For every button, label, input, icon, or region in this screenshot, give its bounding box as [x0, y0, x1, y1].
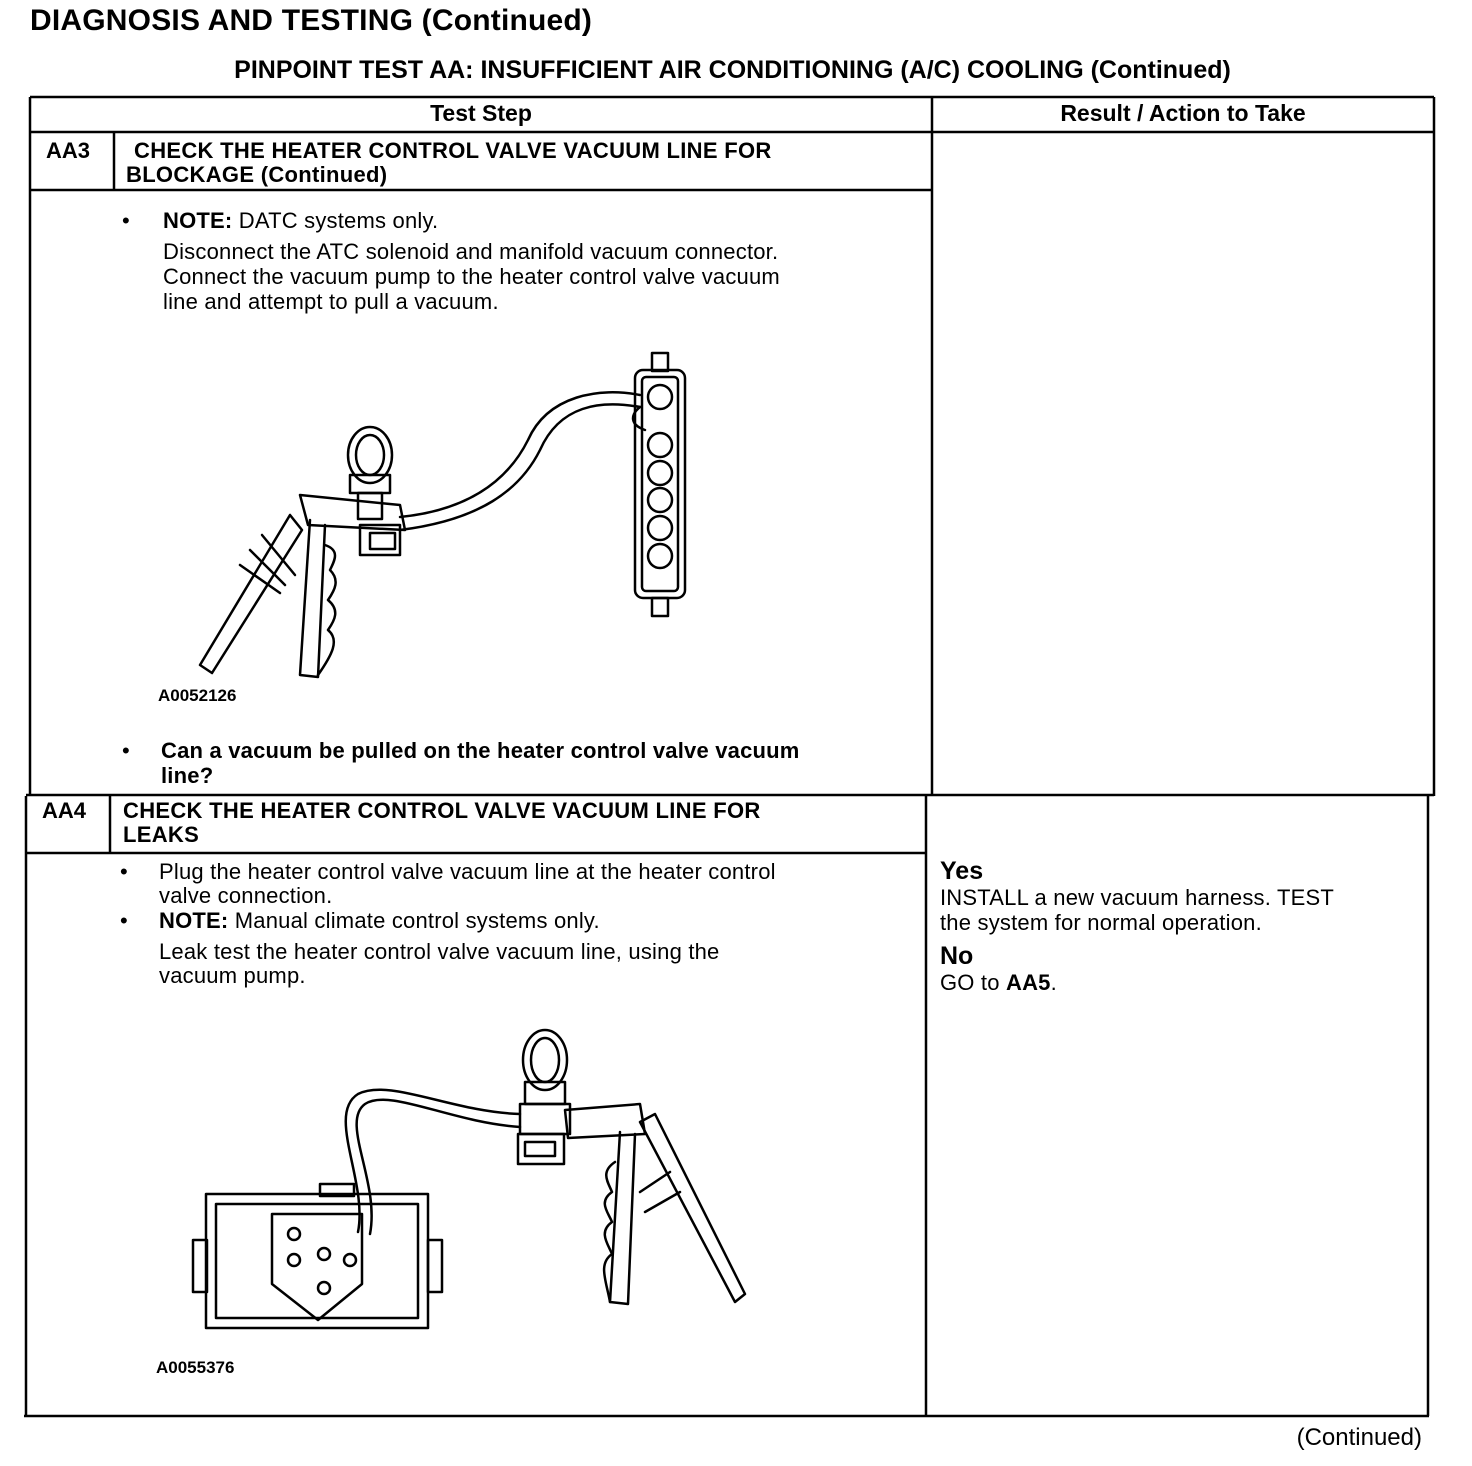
instruction-aa4-bullet1-line1: Plug the heater control valve vacuum line at the heater control: [159, 859, 776, 884]
step-title-aa3-line1: CHECK THE HEATER CONTROL VALVE VACUUM LINE FOR: [134, 138, 772, 163]
pinpoint-test-title: PINPOINT TEST AA: INSUFFICIENT AIR CONDITIONING (A/C) COOLING (Continued): [234, 56, 1231, 84]
instruction-aa3-line1: Disconnect the ATC solenoid and manifold vacuum connector.: [163, 239, 779, 264]
bullet-icon: •: [120, 859, 128, 884]
column-header-test-step: Test Step: [430, 100, 532, 126]
note-label: NOTE:: [159, 908, 229, 933]
result-no-action: [940, 970, 1057, 995]
result-no-target-link[interactable]: AA5: [1006, 970, 1051, 995]
bullet-icon: •: [122, 208, 130, 233]
step-title-aa4-line2: LEAKS: [123, 822, 200, 847]
figure-code-aa3: A0052126: [158, 686, 237, 705]
note-text: Manual climate control systems only.: [228, 908, 600, 933]
instruction-aa4-line2: vacuum pump.: [159, 963, 306, 988]
instruction-aa4-bullet1-line2: valve connection.: [159, 883, 333, 908]
result-no-suffix: .: [1050, 970, 1057, 995]
figure-code-aa4: A0055376: [156, 1358, 235, 1377]
note-aa4: [159, 908, 600, 933]
step-id-aa4: AA4: [42, 798, 87, 823]
instruction-aa4-line1: Leak test the heater control valve vacuum line, using the: [159, 939, 720, 964]
result-yes-line1: INSTALL a new vacuum harness. TEST: [940, 885, 1335, 910]
bullet-icon: •: [120, 908, 128, 933]
step-title-aa4-line1: CHECK THE HEATER CONTROL VALVE VACUUM LINE FOR: [123, 798, 761, 823]
vacuum-pump-heater-valve-illustration: [190, 1022, 760, 1342]
question-aa3-line2: line?: [161, 763, 214, 788]
vacuum-pump-connector-illustration: [190, 345, 710, 685]
result-yes-line2: the system for normal operation.: [940, 910, 1262, 935]
result-no-label: No: [940, 942, 974, 970]
step-id-aa3: AA3: [46, 138, 91, 163]
continued-footer: (Continued): [1296, 1424, 1422, 1451]
page-title: DIAGNOSIS AND TESTING (Continued): [30, 4, 593, 37]
bullet-icon: •: [122, 738, 130, 763]
note-aa3: [163, 208, 438, 233]
column-header-result: Result / Action to Take: [1060, 100, 1306, 126]
step-title-aa3-line2: BLOCKAGE (Continued): [126, 162, 388, 187]
result-no-prefix: GO to: [940, 970, 1006, 995]
note-text: DATC systems only.: [232, 208, 439, 233]
result-yes-label: Yes: [940, 857, 984, 885]
instruction-aa3-line2: Connect the vacuum pump to the heater control valve vacuum: [163, 264, 780, 289]
instruction-aa3-line3: line and attempt to pull a vacuum.: [163, 289, 499, 314]
note-label: NOTE:: [163, 208, 233, 233]
question-aa3-line1: Can a vacuum be pulled on the heater control valve vacuum: [161, 738, 800, 763]
